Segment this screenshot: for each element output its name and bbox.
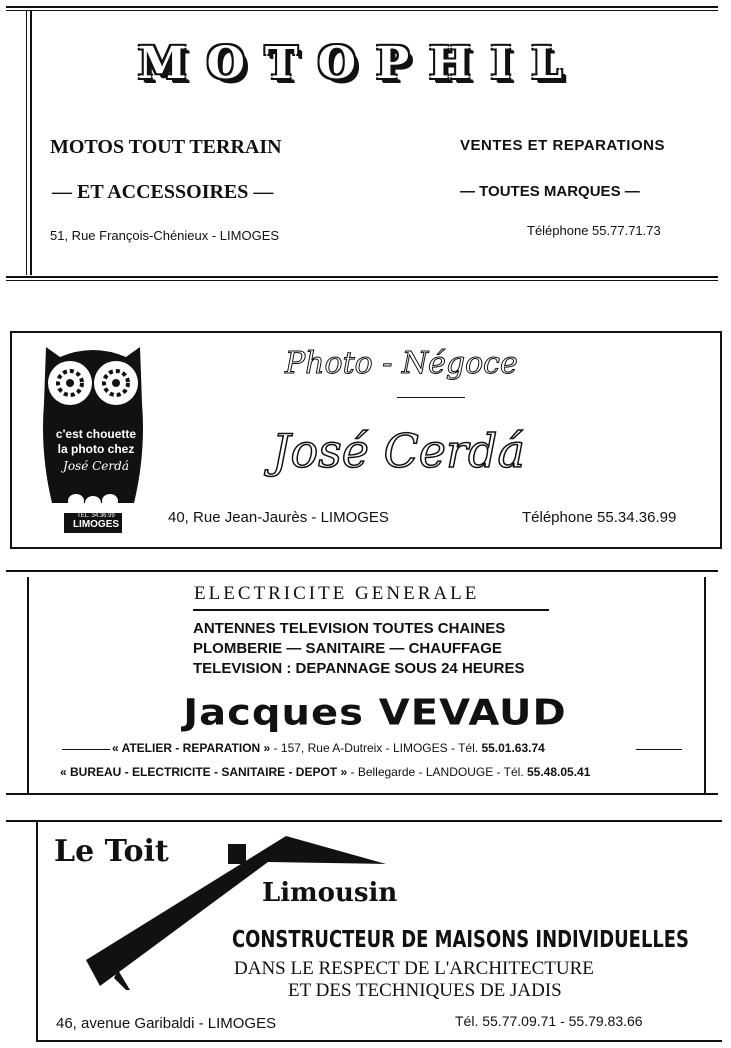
- vevaud-heading: ELECTRICITE GENERALE: [194, 583, 480, 604]
- divider-1: [6, 276, 718, 278]
- rule-right: [636, 749, 682, 750]
- owl-tel: TEL. 34.36.99: [77, 513, 115, 519]
- vevaud-line2: PLOMBERIE — SANITAIRE — CHAUFFAGE: [193, 640, 502, 657]
- toit-brand-2: Limousin: [262, 878, 398, 908]
- toit-line1: DANS LE RESPECT DE L'ARCHITECTURE: [234, 958, 594, 979]
- divider-1b: [6, 280, 718, 281]
- motophil-right-line2: — TOUTES MARQUES —: [460, 183, 640, 200]
- toit-line2: ET DES TECHNIQUES DE JADIS: [288, 980, 562, 1001]
- rule-left: [62, 749, 110, 750]
- motophil-left-line2: — ET ACCESSOIRES —: [52, 181, 274, 203]
- cerda-address: 40, Rue Jean-Jaurès - LIMOGES: [168, 509, 389, 526]
- heading-underline: [193, 609, 549, 611]
- cerda-phone: Téléphone 55.34.36.99: [522, 509, 677, 526]
- motophil-right-line1: VENTES ET REPARATIONS: [460, 137, 665, 154]
- atelier-label: « ATELIER - REPARATION »: [112, 741, 271, 755]
- divider-top: [6, 6, 718, 8]
- bureau-line: [60, 765, 590, 779]
- atelier-address: - 157, Rue A-Dutreix - LIMOGES - Tél.: [273, 741, 479, 755]
- motophil-inner-border: [26, 10, 27, 275]
- owl-text-2: la photo chez: [57, 442, 135, 456]
- atelier-tel: 55.01.63.74: [481, 741, 545, 755]
- toit-brand-1: Le Toit: [54, 834, 169, 869]
- title-underline: [397, 397, 465, 398]
- owl-text-1: c'est chouette: [55, 427, 137, 441]
- motophil-address: 51, Rue François-Chénieux - LIMOGES: [50, 228, 280, 243]
- toit-tagline: CONSTRUCTEUR DE MAISONS INDIVIDUELLES: [232, 927, 689, 953]
- vevaud-line3: TELEVISION : DEPANNAGE SOUS 24 HEURES: [193, 660, 525, 677]
- divider-bottom: [36, 1040, 722, 1042]
- toit-address: 46, avenue Garibaldi - LIMOGES: [56, 1015, 277, 1032]
- bureau-label: « BUREAU - ELECTRICITE - SANITAIRE - DEPOT »: [60, 765, 348, 779]
- divider-3: [6, 793, 718, 795]
- jose-cerda-name: José Cerdá: [272, 424, 525, 478]
- photo-negoce-title: Photo - Négoce: [285, 346, 518, 381]
- bureau-address: - Bellegarde - LANDOUGE - Tél.: [350, 765, 524, 779]
- motophil-left-line1: MOTOS TOUT TERRAIN: [50, 136, 282, 158]
- motophil-phone: Téléphone 55.77.71.73: [527, 223, 661, 238]
- bureau-tel: 55.48.05.41: [527, 765, 591, 779]
- toit-phone: Tél. 55.77.09.71 - 55.79.83.66: [455, 1013, 643, 1029]
- owl-signature: José Cerdá: [63, 459, 129, 473]
- owl-city: LIMOGES: [72, 519, 120, 530]
- divider-2: [6, 570, 718, 572]
- vevaud-name: Jacques VEVAUD: [183, 692, 567, 734]
- motophil-logo: MOTOPHIL: [137, 38, 583, 89]
- atelier-line: [112, 741, 545, 755]
- vevaud-line1: ANTENNES TELEVISION TOUTES CHAINES: [193, 620, 506, 637]
